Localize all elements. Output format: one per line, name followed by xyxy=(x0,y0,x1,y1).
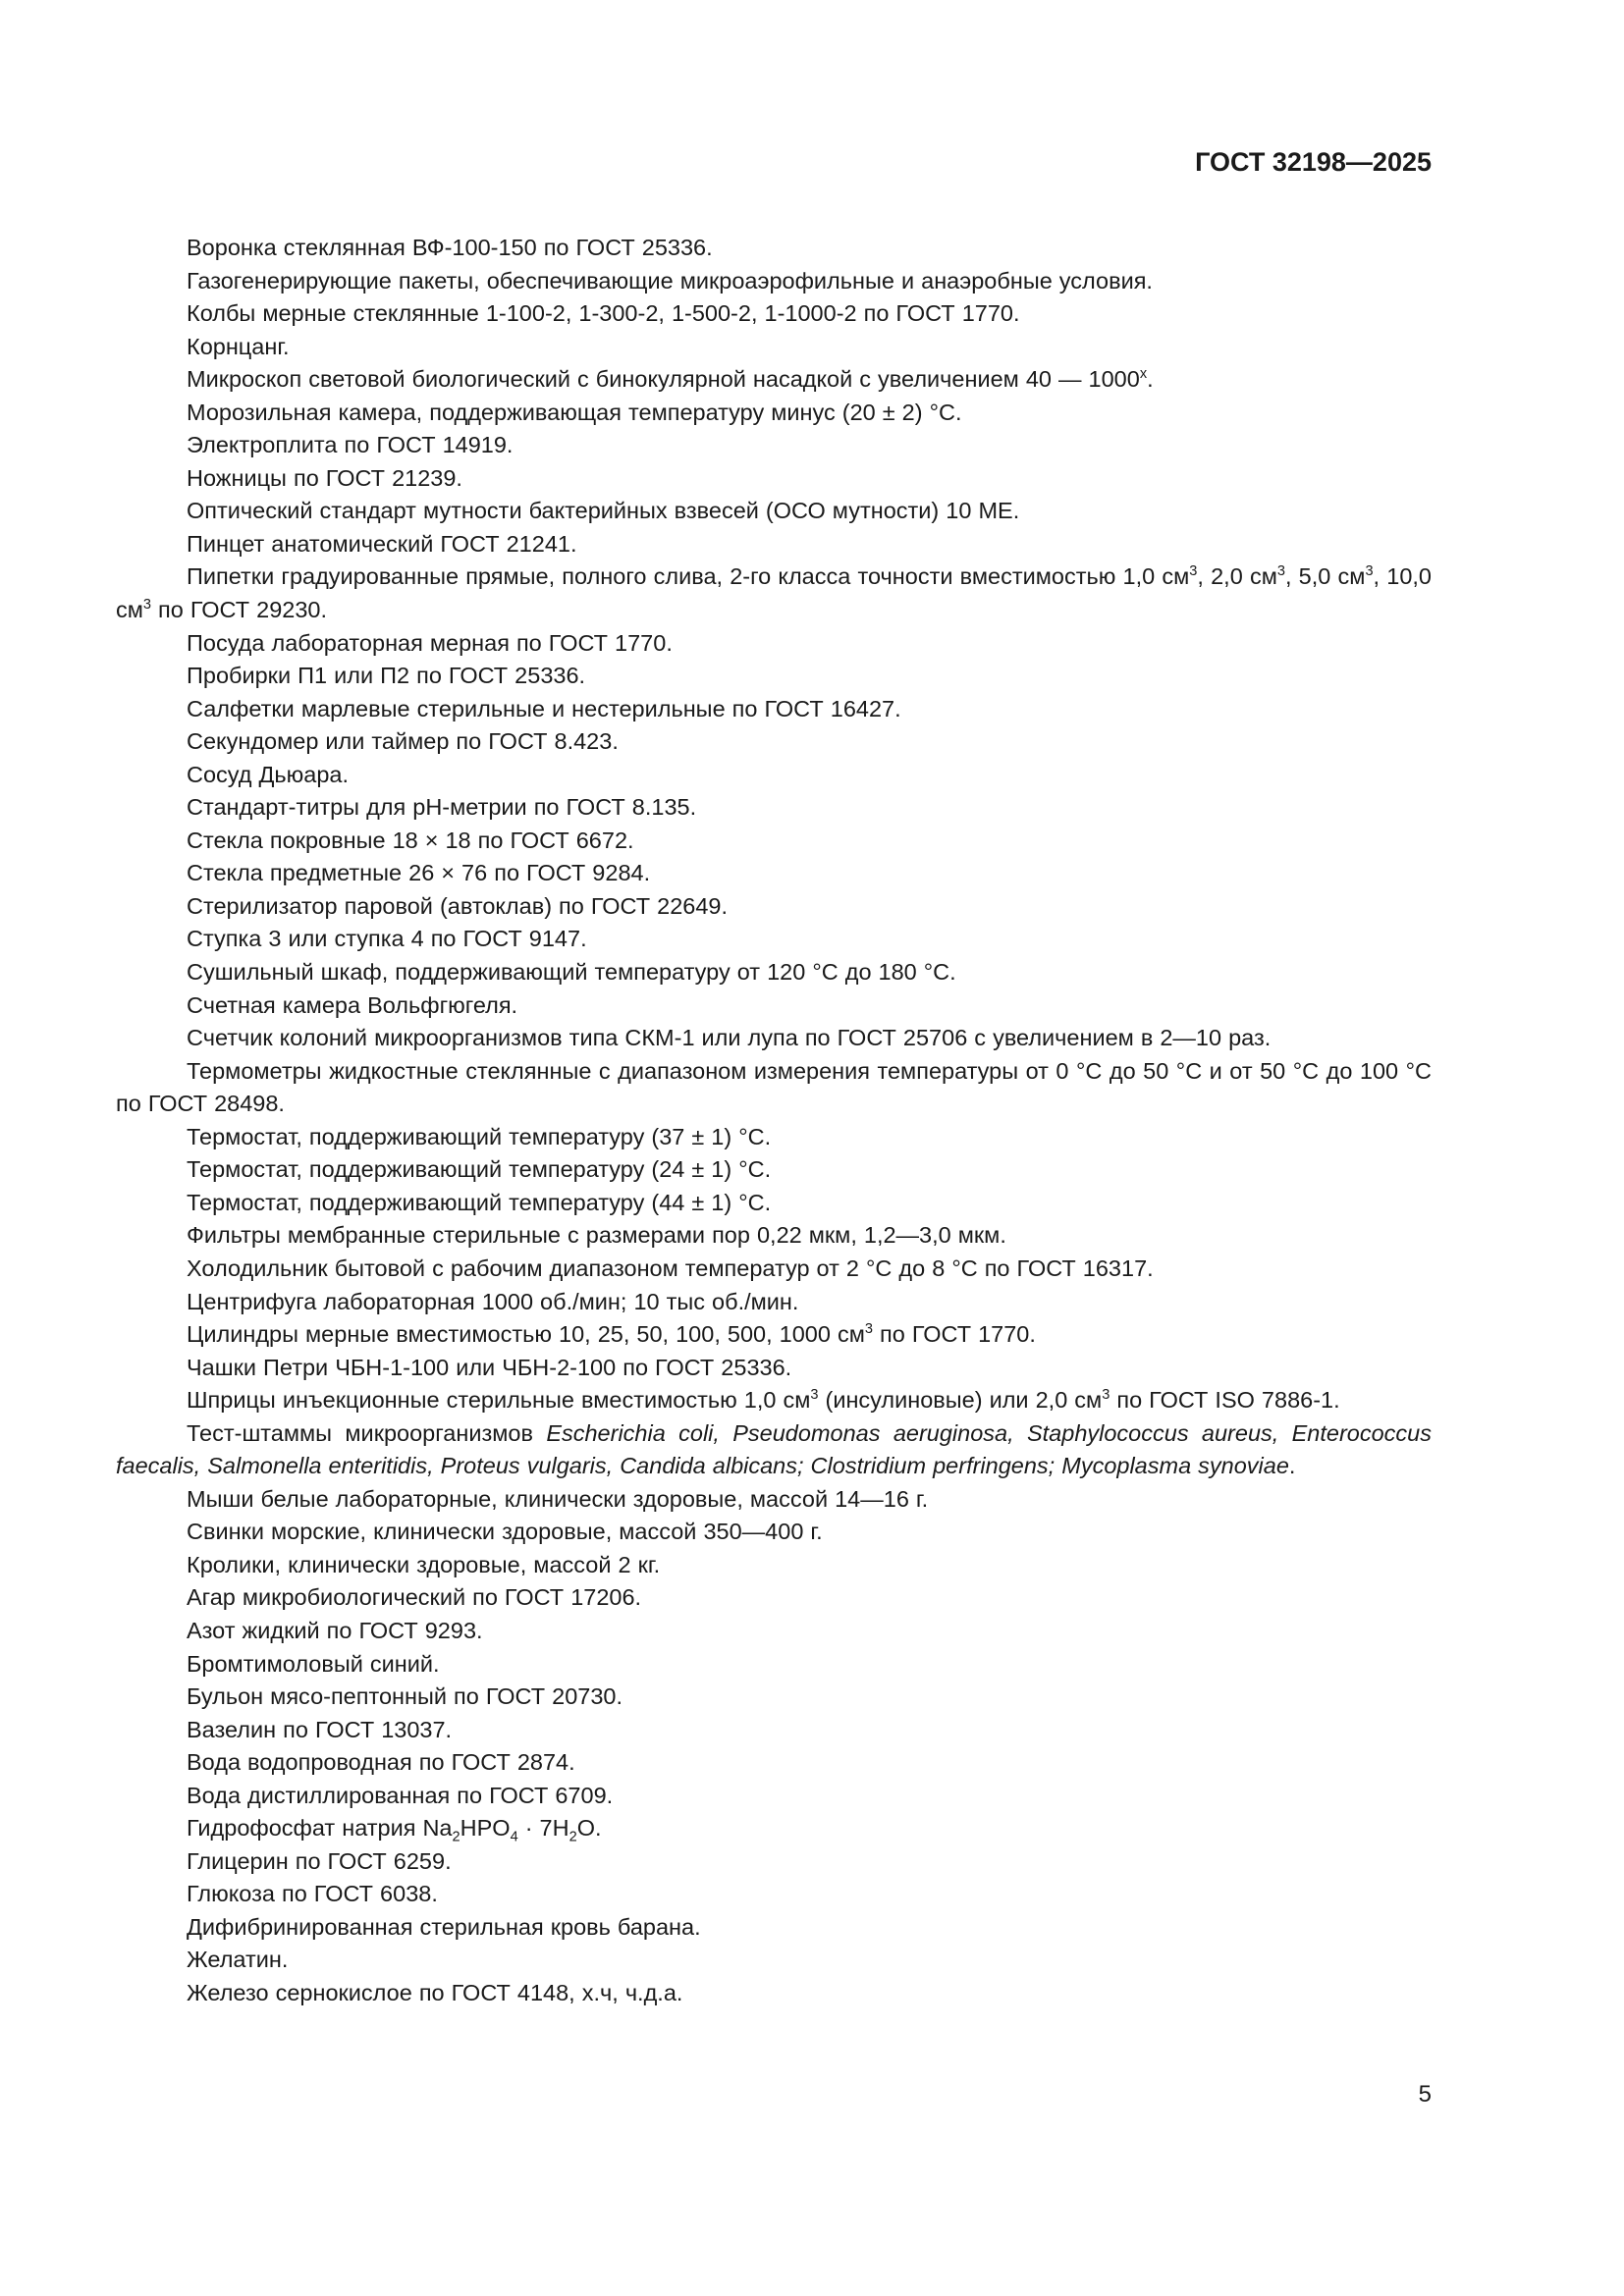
paragraph: Сушильный шкаф, поддерживающий температуру от 120 °С до 180 °С. xyxy=(187,959,956,986)
paragraph: Воронка стеклянная ВФ-100-150 по ГОСТ 25336. xyxy=(187,235,713,260)
paragraph: Цилиндры мерные вместимостью 10, 25, 50, 100, 500, 1000 $см^3$ по ГОСТ 1770. xyxy=(187,1321,1036,1348)
paragraph: Железо сернокислое по ГОСТ 4148, х.ч, ч.д.а. xyxy=(187,1979,683,2005)
subscript: 2 xyxy=(568,1829,577,1845)
paragraph: Азот жидкий по ГОСТ 9293. xyxy=(187,1617,483,1643)
paragraph: Термостат, поддерживающий температуру (37 ± 1) °С. xyxy=(187,1123,772,1149)
paragraph: Оптический стандарт мутности бактерийных взвесей (ОСО мутности) 10 МЕ. xyxy=(187,498,1020,524)
paragraph: Ножницы по ГОСТ 21239. xyxy=(187,464,462,491)
superscript: 3 xyxy=(810,1387,819,1404)
paragraph: Термостат, поддерживающий температуру (24 ± 1) °С. xyxy=(187,1156,772,1183)
paragraph: Посуда лабораторная мерная по ГОСТ 1770. xyxy=(187,629,673,656)
paragraph: Желатин. xyxy=(187,1947,289,1973)
document-code-header: ГОСТ 32198—2025 xyxy=(1195,147,1432,177)
paragraph: Пинцет анатомический ГОСТ 21241. xyxy=(187,530,577,557)
paragraph: Салфетки марлевые стерильные и нестерильные по ГОСТ 16427. xyxy=(187,695,901,721)
paragraph: Стандарт-титры для pH-метрии по ГОСТ 8.135. xyxy=(187,794,697,821)
paragraph: Газогенерирующие пакеты, обеспечивающие микроаэрофильные и анаэробные условия. xyxy=(187,267,1153,294)
paragraph: Пипетки градуированные прямые, полного слива, 2-го класса точности вместимостью 1,0 $см^3$, 2,0 $см^3$, 5,0 $см^3$, 10,0 $см^3$ по ГОСТ 29230. xyxy=(116,563,1432,623)
paragraph: Фильтры мембранные стерильные с размерами пор 0,22 мкм, 1,2—3,0 мкм. xyxy=(187,1222,1006,1249)
paragraph: Секундомер или таймер по ГОСТ 8.423. xyxy=(187,728,619,755)
paragraph: Глюкоза по ГОСТ 6038. xyxy=(187,1881,438,1907)
paragraph: Ступка 3 или ступка 4 по ГОСТ 9147. xyxy=(187,926,587,952)
page-number: 5 xyxy=(1418,2081,1432,2108)
paragraph: Центрифуга лабораторная 1000 об./мин; 10 тыс об./мин. xyxy=(187,1288,799,1314)
paragraph: Электроплита по ГОСТ 14919. xyxy=(187,432,514,458)
paragraph: Счетчик колоний микроорганизмов типа СКМ-1 или лупа по ГОСТ 25706 с увеличением в 2—10 раз. xyxy=(187,1025,1272,1051)
paragraph: Тест-штаммы микроорганизмов Escherichia coli, Pseudomonas aeruginosa, Staphylococcus aureus, Enterococcus faecalis, Salmonella enteritidis, Proteus vulgaris, Candida albicans; Clostridium perfringens; Mycoplasma synoviae. xyxy=(116,1419,1433,1479)
superscript: 3 xyxy=(864,1321,873,1338)
italic-species-names: Escherichia coli, Pseudomonas aeruginosa, Staphylococcus aureus, Enterococcus faecalis, Salmonella enteritidis, Proteus vulgaris, Candida albicans; Clostridium perfringens; Mycoplasma synoviae xyxy=(116,1419,1433,1479)
subscript: 2 xyxy=(452,1829,460,1845)
superscript: х xyxy=(1139,366,1148,383)
paragraph: Шприцы инъекционные стерильные вместимостью 1,0 $см^3$ (инсулиновые) или 2,0 $см^3$ по ГОСТ ISO 7886-1. xyxy=(187,1387,1340,1414)
paragraph: Стекла предметные 26 × 76 по ГОСТ 9284. xyxy=(187,860,651,886)
paragraph: Стекла покровные 18 × 18 по ГОСТ 6672. xyxy=(187,827,634,853)
paragraph: Термостат, поддерживающий температуру (44 ± 1) °С. xyxy=(187,1189,772,1215)
paragraph: Счетная камера Вольфгюгеля. xyxy=(187,991,518,1018)
superscript: 3 xyxy=(1276,563,1285,580)
paragraph: Гидрофосфат натрия $Na_2HPO_4 \cdot 7H_2O$. xyxy=(187,1815,602,1845)
paragraph: Вода водопроводная по ГОСТ 2874. xyxy=(187,1749,575,1776)
paragraph: Бульон мясо-пептонный по ГОСТ 20730. xyxy=(187,1683,623,1710)
paragraph: Колбы мерные стеклянные 1-100-2, 1-300-2, 1-500-2, 1-1000-2 по ГОСТ 1770. xyxy=(187,300,1020,327)
superscript: 3 xyxy=(1365,563,1374,580)
superscript: 3 xyxy=(142,597,152,614)
superscript: 3 xyxy=(1189,563,1198,580)
paragraph: Свинки морские, клинически здоровые, массой 350—400 г. xyxy=(187,1519,823,1545)
superscript: 3 xyxy=(1102,1387,1110,1404)
paragraph: Сосуд Дьюара. xyxy=(187,761,350,787)
paragraph: Холодильник бытовой с рабочим диапазоном температур от 2 °С до 8 °С по ГОСТ 16317. xyxy=(187,1255,1154,1281)
paragraph: Бромтимоловый синий. xyxy=(187,1650,440,1677)
paragraph: Вазелин по ГОСТ 13037. xyxy=(187,1716,453,1742)
paragraph: Морозильная камера, поддерживающая температуру минус (20 ± 2) °С. xyxy=(187,399,962,425)
paragraph: Корнцанг. xyxy=(187,333,290,359)
paragraph: Глицерин по ГОСТ 6259. xyxy=(187,1847,452,1874)
subscript: 4 xyxy=(510,1829,518,1845)
paragraph: Стерилизатор паровой (автоклав) по ГОСТ 22649. xyxy=(187,892,729,919)
paragraph: Дифибринированная стерильная кровь барана. xyxy=(187,1913,701,1940)
paragraph: Чашки Петри ЧБН-1-100 или ЧБН-2-100 по ГОСТ 25336. xyxy=(187,1354,792,1380)
paragraph: Мыши белые лабораторные, клинически здоровые, массой 14—16 г. xyxy=(187,1485,929,1512)
paragraph: Микроскоп световой биологический с бинокулярной насадкой с увеличением 40 — $1000^х$. xyxy=(187,366,1154,393)
paragraph: Термометры жидкостные стеклянные с диапазоном измерения температуры от 0 °С до 50 °С и от 50 °С до 100 °С по ГОСТ 28498. xyxy=(116,1057,1432,1117)
paragraph: Пробирки П1 или П2 по ГОСТ 25336. xyxy=(187,663,586,689)
paragraph: Кролики, клинически здоровые, массой 2 кг. xyxy=(187,1551,661,1577)
document-body xyxy=(116,232,1432,2010)
paragraph: Агар микробиологический по ГОСТ 17206. xyxy=(187,1584,642,1611)
paragraph: Вода дистиллированная по ГОСТ 6709. xyxy=(187,1782,614,1808)
